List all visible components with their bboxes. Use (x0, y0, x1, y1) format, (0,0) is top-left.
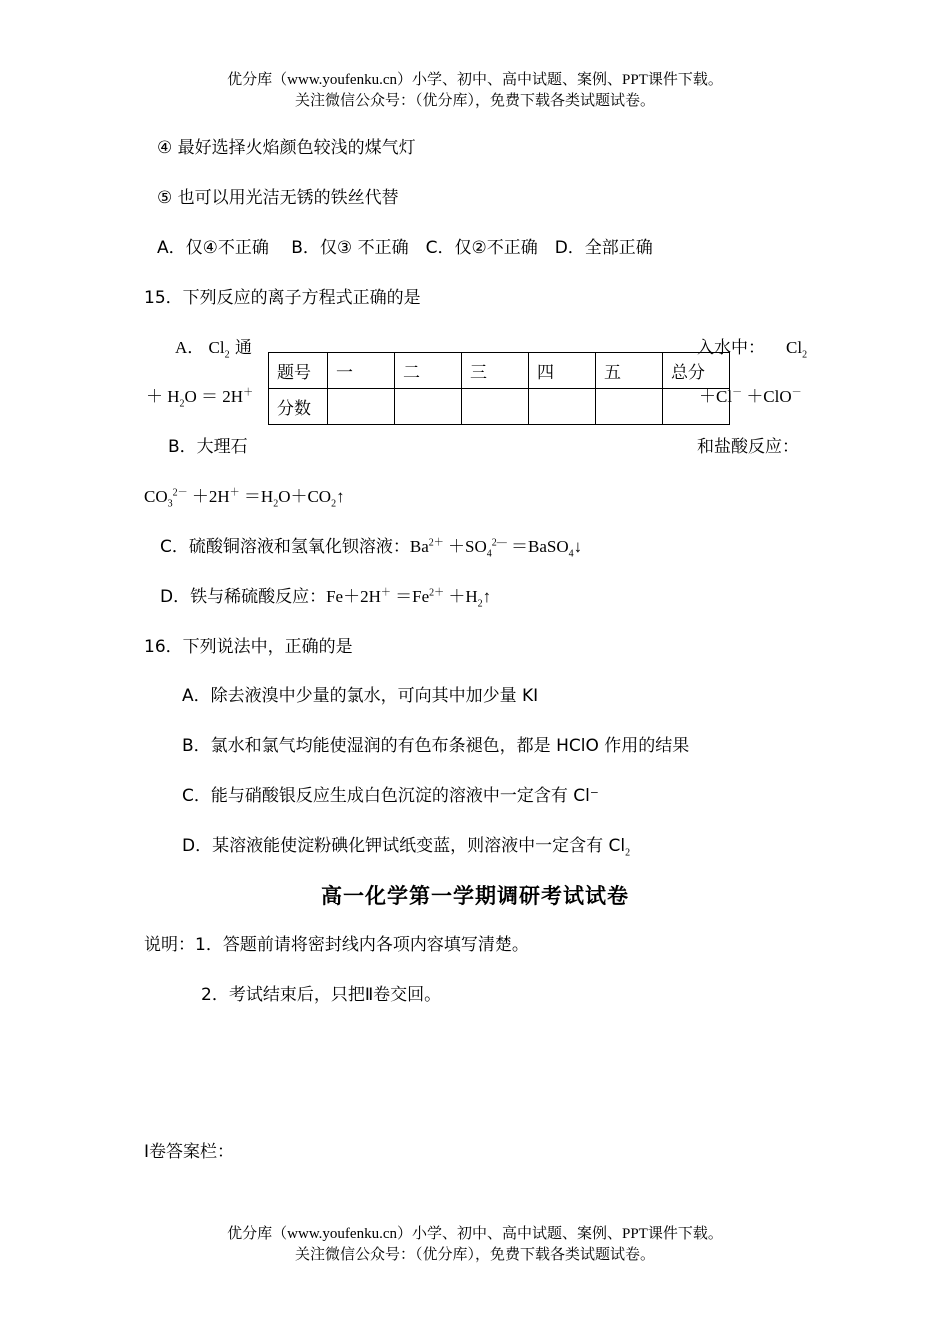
score-table (268, 352, 730, 425)
score-input-cell[interactable] (395, 389, 462, 425)
page-header-line-2: 关注微信公众号：（优分库），免费下载各类试题试卷。 (294, 93, 655, 109)
q14-options: A．仅④不正确 B．仅③ 不正确 C．仅②不正确 D．全部正确 (157, 238, 653, 258)
score-table-header-cell: 四 (529, 353, 596, 389)
score-input-cell[interactable] (529, 389, 596, 425)
q15-option-a-cl2: $Cl_2$ (786, 338, 808, 361)
score-table-header-cell: 三 (462, 353, 529, 389)
q16-option-a: A．除去液溴中少量的氯水，可向其中加少量 KI (182, 686, 539, 706)
score-table-header-row (269, 353, 730, 389)
exam-note-1: 说明：1．答题前请将密封线内各项内容填写清楚。 (144, 935, 529, 955)
q16-option-d: D．某溶液能使淀粉碘化钾试纸变蓝，则溶液中一定含有 $Cl_2$ (182, 836, 631, 859)
page-header-line-1: 优分库（www.youfenku.cn）小学、初中、高中试题、案例、PPT课件下载。 (227, 72, 723, 88)
q14-item-5: ⑤ 也可以用光洁无锈的铁丝代替 (157, 188, 399, 208)
score-table-header-cell: 总分 (663, 353, 730, 389)
exam-title: 高一化学第一学期调研考试试卷 (321, 883, 629, 908)
q15-option-d: D．铁与稀硫酸反应：$Fe+2H^+ =Fe^{2+}$ $+H_2↑$ (160, 587, 492, 610)
q16-option-c: C．能与硝酸银反应生成白色沉淀的溶液中一定含有 Cl⁻ (182, 786, 599, 806)
page-footer-line-1: 优分库（www.youfenku.cn）小学、初中、高中试题、案例、PPT课件下载。 (227, 1226, 723, 1242)
score-input-cell[interactable] (328, 389, 395, 425)
q15-stem: 15．下列反应的离子方程式正确的是 (144, 288, 421, 308)
q15-option-a-left: A． $Cl_2$ 通 (175, 338, 252, 361)
exam-note-2: 2．考试结束后，只把Ⅱ卷交回。 (201, 985, 442, 1005)
q16-option-b: B．氯水和氯气均能使湿润的有色布条褪色，都是 HClO 作用的结果 (182, 736, 690, 756)
score-table-score-row (269, 389, 730, 425)
score-table-header-cell: 题号 (269, 353, 328, 389)
score-table-header-cell: 五 (596, 353, 663, 389)
q15-option-b-equation: $CO_3^{2-} +2H^+$ $=H_2O+CO_2↑$ (144, 487, 345, 510)
score-input-cell[interactable] (462, 389, 529, 425)
q15-option-c: C．硫酸铜溶液和氢氧化钡溶液：$Ba^{2+} +SO_4^{2—}$ ＝BaSO$_4$↓ (160, 537, 583, 560)
score-table-header-cell: 二 (395, 353, 462, 389)
page-footer-line-2: 关注微信公众号：（优分库），免费下载各类试题试卷。 (294, 1247, 655, 1263)
q15-option-b-left: B．大理石 (168, 437, 248, 457)
q16-stem: 16．下列说法中，正确的是 (144, 637, 353, 657)
score-table-row-label: 分数 (269, 389, 328, 425)
q15-option-a-equation-left: ＋ $H_2O = 2H^+$ (146, 387, 254, 410)
q15-option-b-right: 和盐酸反应： (697, 437, 799, 457)
score-table-header-cell: 一 (328, 353, 395, 389)
q15-option-a-right: 入水中： (697, 338, 765, 358)
score-input-cell[interactable] (663, 389, 730, 425)
answer-bar-label: I卷答案栏： (144, 1142, 235, 1162)
q15-option-a-equation-right: ＋Cl－ ＋ClO－ (699, 387, 802, 406)
q14-item-4: ④ 最好选择火焰颜色较浅的煤气灯 (157, 138, 416, 158)
score-input-cell[interactable] (596, 389, 663, 425)
